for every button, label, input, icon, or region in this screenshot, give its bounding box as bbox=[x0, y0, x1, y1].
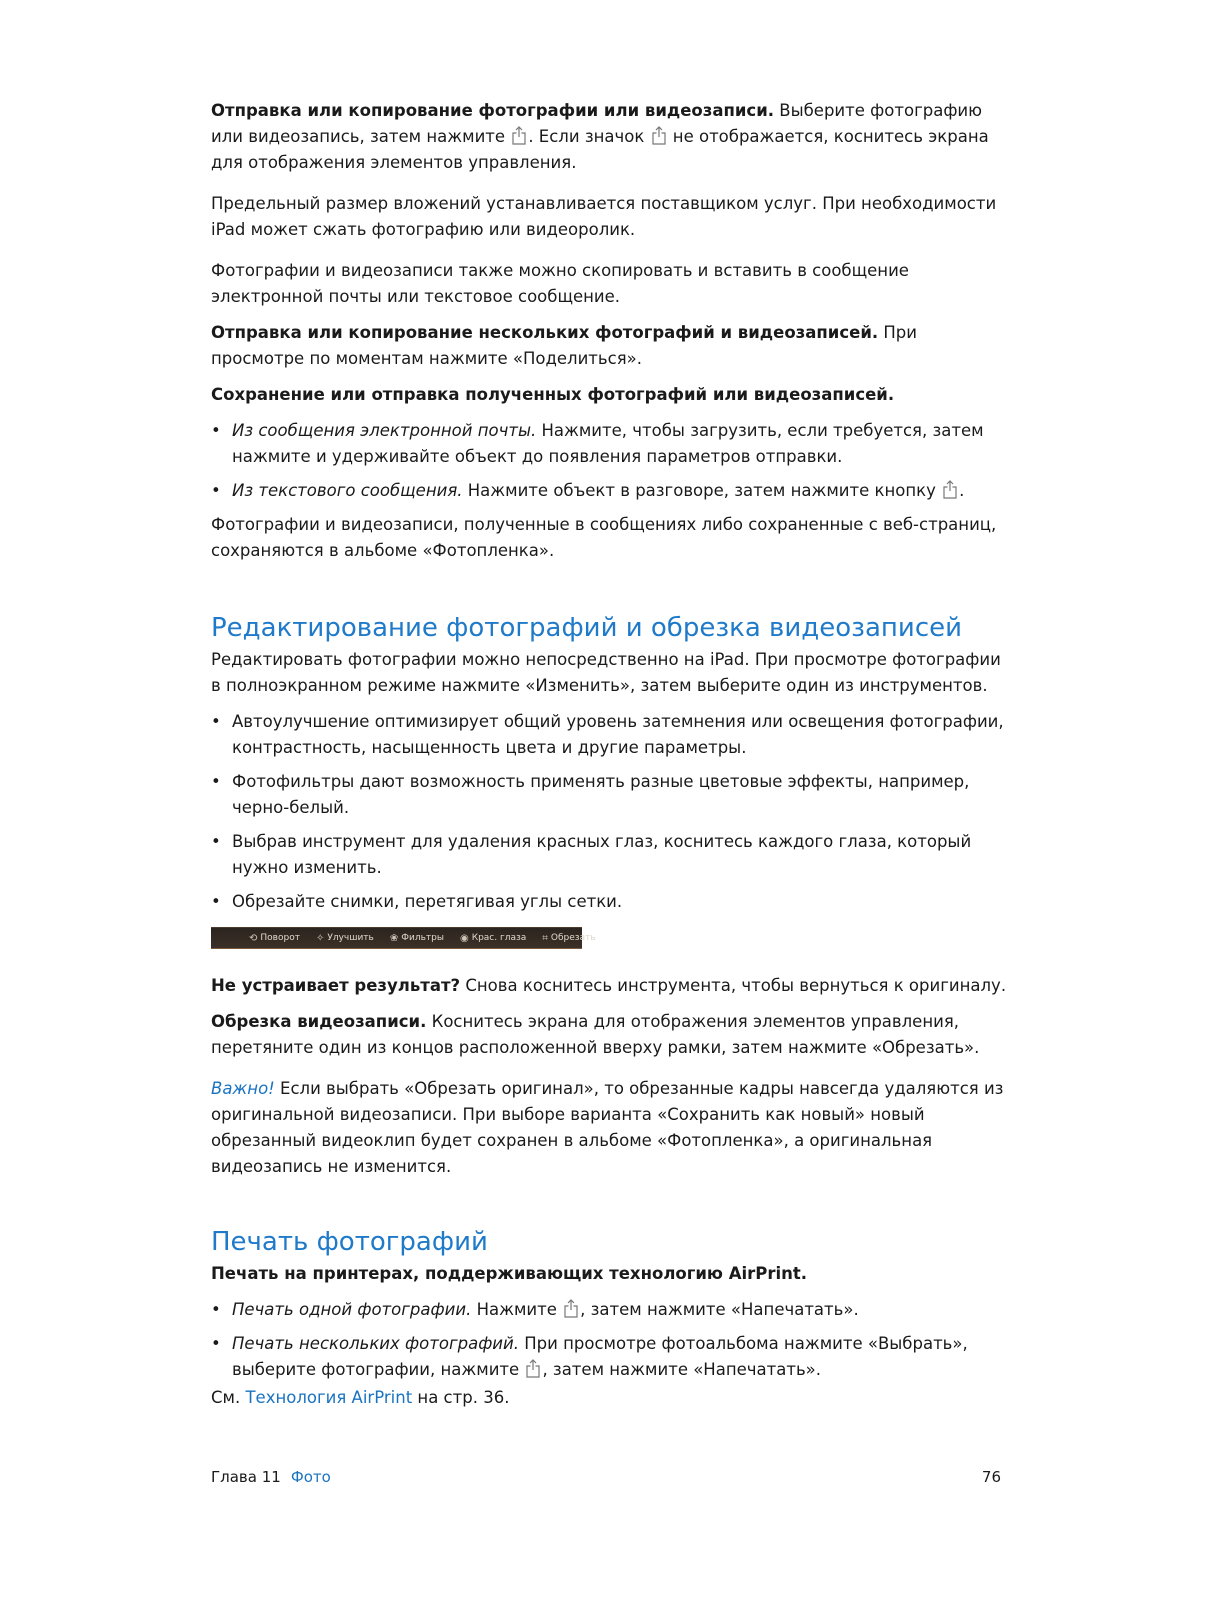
share-icon bbox=[652, 126, 666, 145]
list-item: • Печать нескольких фотографий. При просмотре фотоальбома нажмите «Выбрать», выберите фотографии, нажмите , затем нажмите «Напечатать». bbox=[211, 1334, 968, 1379]
share-icon bbox=[512, 126, 526, 145]
heading-print: Печать фотографий bbox=[211, 1227, 488, 1257]
page-content bbox=[211, 98, 1011, 1411]
share-icon bbox=[943, 480, 957, 499]
list-print bbox=[211, 1297, 1011, 1383]
list-save-sources bbox=[211, 418, 1011, 504]
paragraph-save-received: Сохранение или отправка полученных фотографий или видеозаписей. bbox=[211, 385, 895, 404]
crop-button[interactable]: ⌗ Обрезать bbox=[542, 932, 596, 944]
rotate-icon: ⟲ bbox=[249, 932, 258, 944]
crop-icon: ⌗ bbox=[542, 932, 548, 944]
share-icon bbox=[526, 1359, 540, 1378]
paragraph-send-copy: Отправка или копирование фотографии или видеозаписи. Выберите фотографию или видеозапись, затем нажмите . Если значок не отображается, коснитесь экрана для отображения элементов управления. bbox=[211, 101, 989, 172]
list-item: • Автоулучшение оптимизирует общий уровень затемнения или освещения фотографии, контрастность, насыщенность цвета и другие параметры. bbox=[211, 712, 1004, 757]
page-footer bbox=[211, 1468, 1001, 1486]
filters-icon: ❀ bbox=[389, 932, 399, 944]
page-number: 76 bbox=[981, 1468, 1001, 1486]
paragraph-see-also: См. Технология AirPrint на стр. 36. bbox=[211, 1388, 510, 1407]
enhance-button[interactable]: ✧ Улучшить bbox=[315, 932, 374, 944]
redeye-button[interactable]: ◉ Крас. глаза bbox=[459, 932, 527, 944]
list-item: • Фотофильтры дают возможность применять разные цветовые эффекты, например, черно-белый. bbox=[211, 772, 970, 817]
paragraph-undo: Не устраивает результат? Снова коснитесь инструмента, чтобы вернуться к оригиналу. bbox=[211, 976, 1007, 995]
paragraph-attachment-limit: Предельный размер вложений устанавливается поставщиком услуг. При необходимости iPad может сжать фотографию или видеоролик. bbox=[211, 194, 997, 239]
paragraph-edit-intro: Редактировать фотографии можно непосредственно на iPad. При просмотре фотографии в полноэкранном режиме нажмите «Изменить», затем выберите один из инструментов. bbox=[211, 650, 1001, 695]
edit-toolbar-image bbox=[211, 927, 596, 949]
magic-wand-icon: ✧ bbox=[315, 932, 325, 944]
airprint-link[interactable]: Технология AirPrint bbox=[245, 1388, 413, 1407]
paragraph-copy-paste: Фотографии и видеозаписи также можно скопировать и вставить в сообщение электронной почты или текстовое сообщение. bbox=[211, 261, 909, 306]
list-item: • Из сообщения электронной почты. Нажмите, чтобы загрузить, если требуется, затем нажмите и удерживайте объект до появления параметров отправки. bbox=[211, 421, 984, 466]
rotate-button[interactable]: ⟲ Поворот bbox=[249, 932, 300, 944]
filters-button[interactable]: ❀ Фильтры bbox=[389, 932, 444, 944]
share-icon bbox=[564, 1299, 578, 1318]
paragraph-airprint: Печать на принтерах, поддерживающих технологию AirPrint. bbox=[211, 1264, 808, 1283]
list-item: • Обрезайте снимки, перетягивая углы сетки. bbox=[211, 892, 623, 911]
paragraph-trim-video: Обрезка видеозаписи. Коснитесь экрана для отображения элементов управления, перетяните один из концов расположенной вверху рамки, затем нажмите «Обрезать». bbox=[211, 1012, 980, 1057]
footer-chapter: Глава 11 bbox=[211, 1468, 281, 1486]
paragraph-important: Важно! Если выбрать «Обрезать оригинал», то обрезанные кадры навсегда удаляются из оригинальной видеозаписи. При выборе варианта «Сохранить как новый» новый обрезанный видеоклип будет сохранен в альбоме «Фотопленка», а оригинальная видеозапись не изменится. bbox=[211, 1079, 1004, 1176]
eye-icon: ◉ bbox=[459, 932, 469, 944]
paragraph-camera-roll: Фотографии и видеозаписи, полученные в сообщениях либо сохраненные с веб-страниц, сохраняются в альбоме «Фотопленка». bbox=[211, 515, 997, 560]
footer-section-link[interactable]: Фото bbox=[290, 1468, 331, 1486]
list-item: • Печать одной фотографии. Нажмите , затем нажмите «Напечатать». bbox=[211, 1300, 859, 1319]
list-item: • Выбрав инструмент для удаления красных глаз, коснитесь каждого глаза, который нужно изменить. bbox=[211, 832, 972, 877]
paragraph-send-multiple: Отправка или копирование нескольких фотографий и видеозаписей. При просмотре по моментам нажмите «Поделиться». bbox=[211, 323, 918, 368]
list-item: • Из текстового сообщения. Нажмите объект в разговоре, затем нажмите кнопку . bbox=[211, 481, 965, 500]
heading-edit: Редактирование фотографий и обрезка видеозаписей bbox=[211, 613, 963, 643]
list-edit-tools bbox=[211, 709, 1011, 915]
